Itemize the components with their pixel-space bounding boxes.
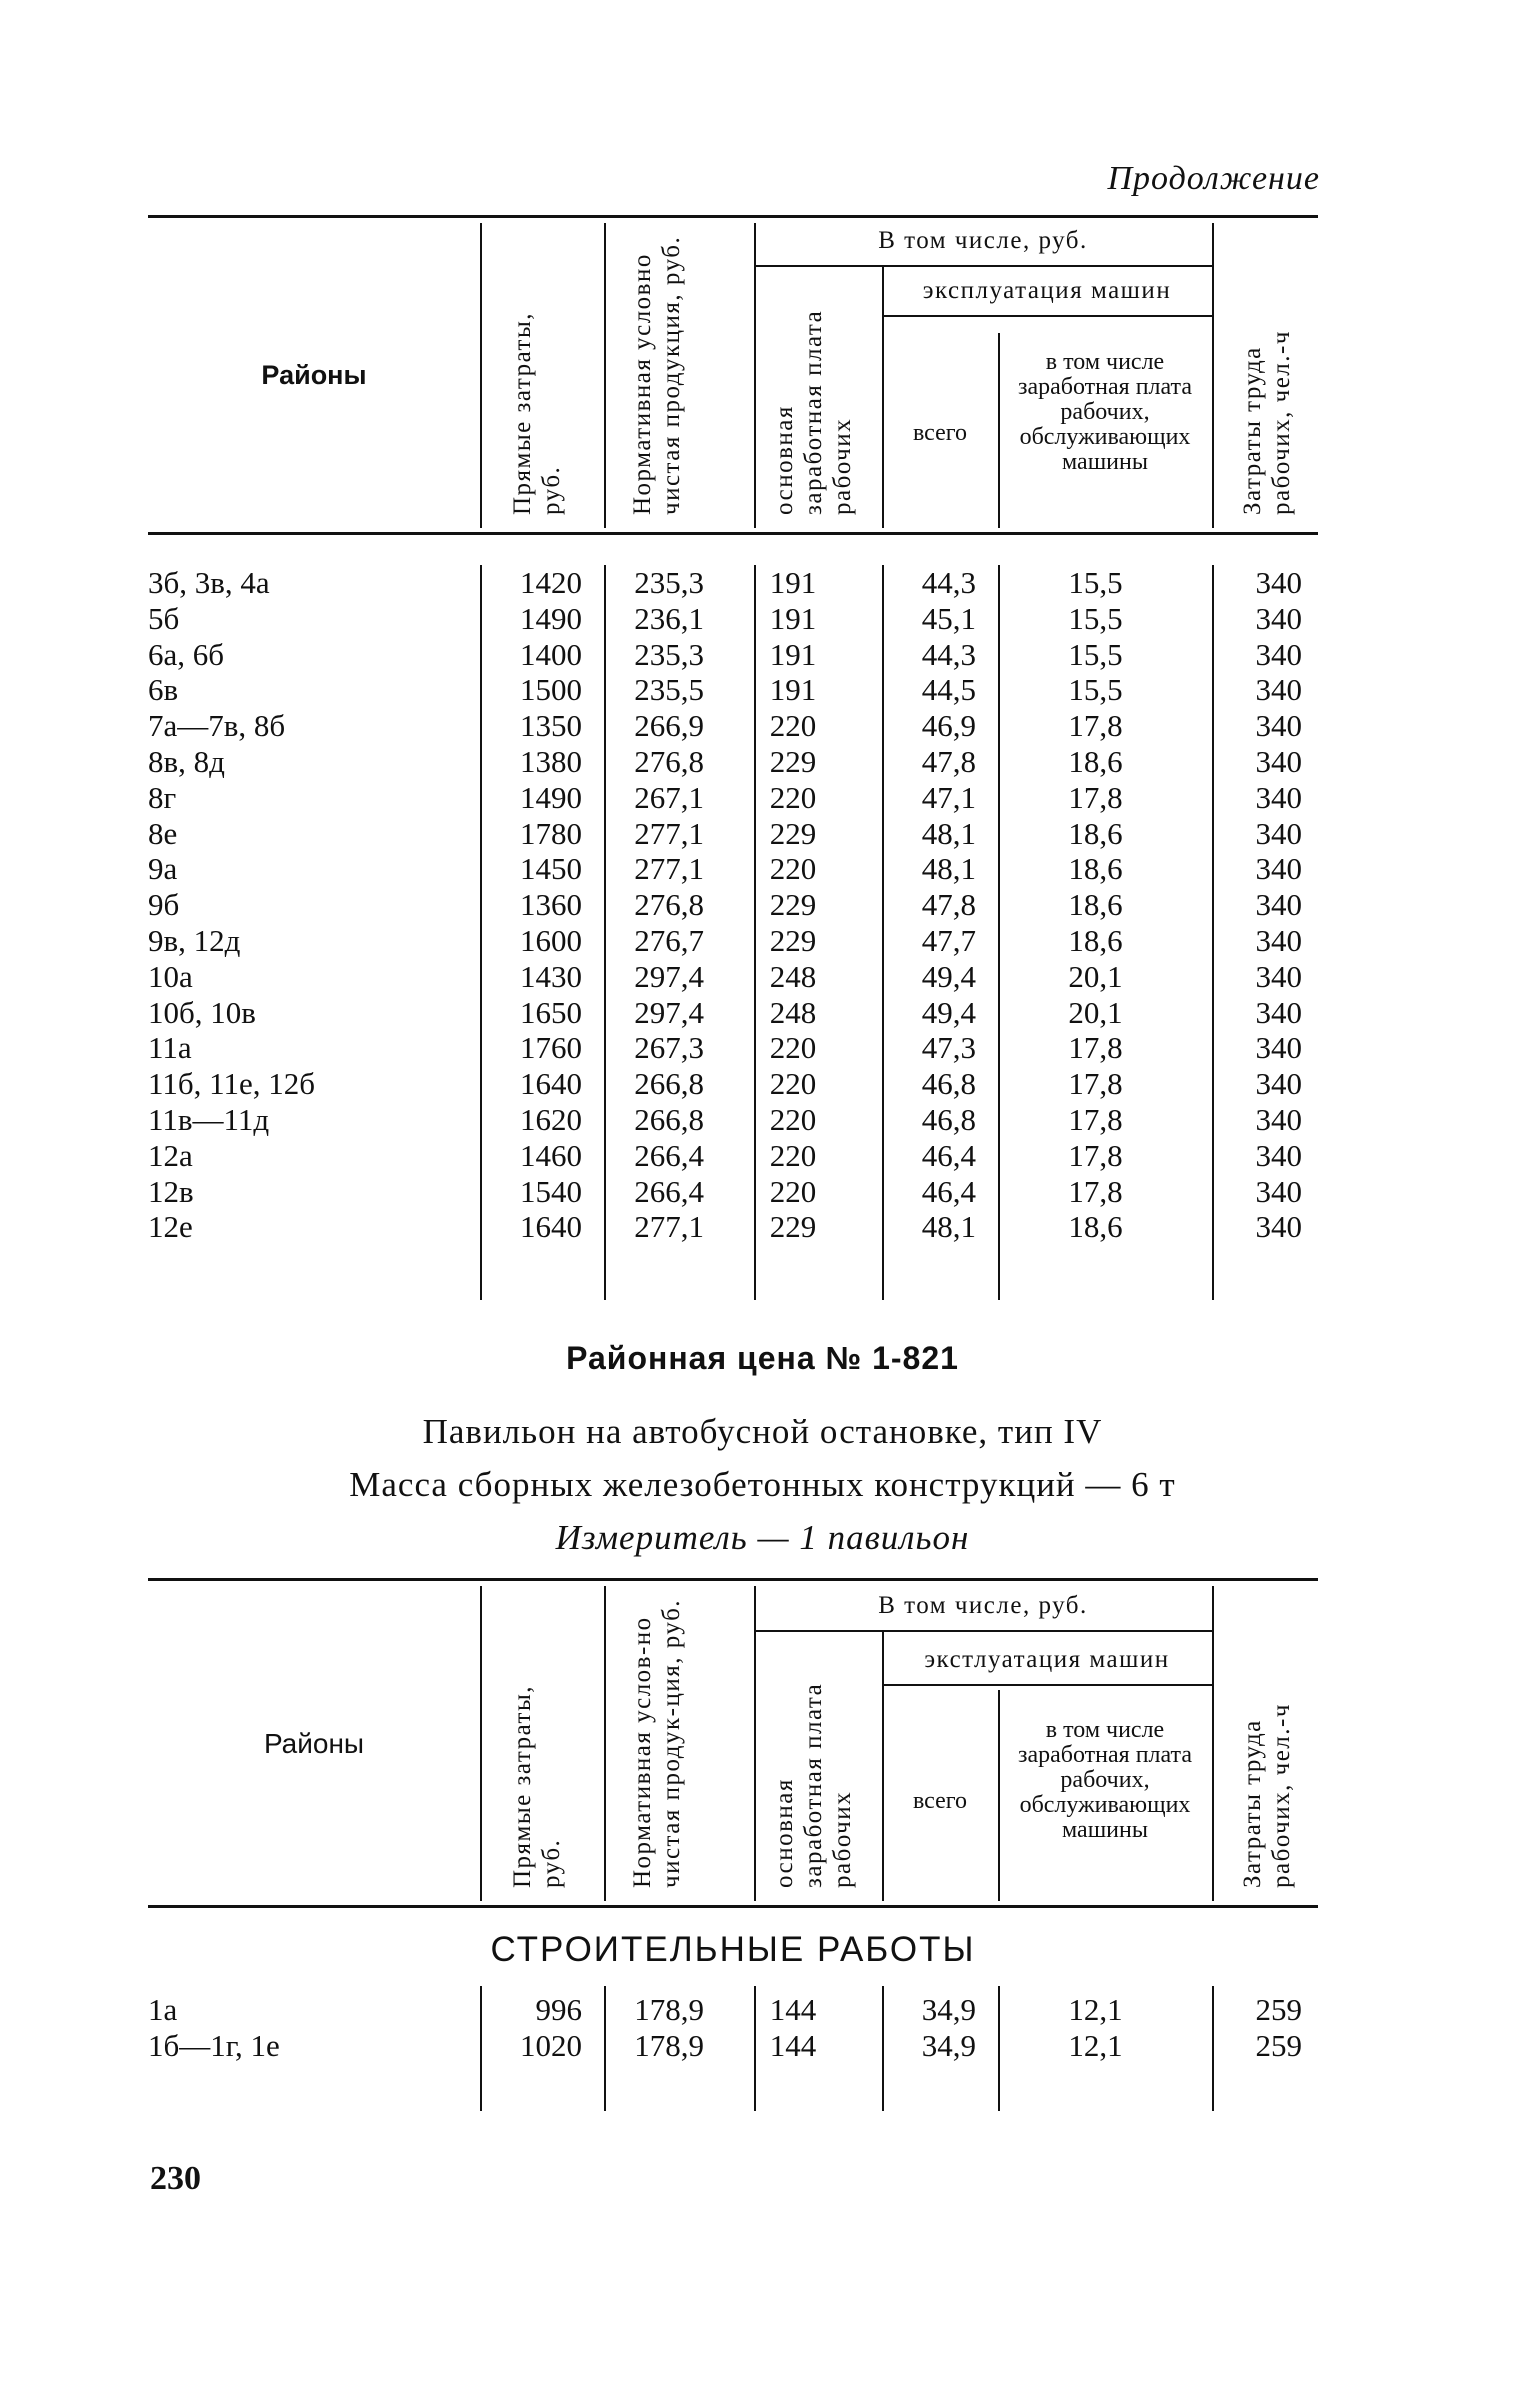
cell-base-wage: 220 — [769, 1173, 817, 1209]
table-row — [148, 816, 1318, 852]
cell-normative: 277,1 — [634, 815, 704, 851]
cell-machine-total: 34,9 — [921, 1992, 976, 2027]
cell-direct-costs: 1350 — [520, 708, 582, 744]
table-row — [148, 672, 1318, 708]
cell-direct-costs: 1460 — [520, 1137, 582, 1173]
cell-machine-wage: 15,5 — [1068, 565, 1123, 600]
header-labor-2: Затраты труда рабочих, чел.-ч — [1239, 1703, 1295, 1888]
cell-machine-wage: 18,6 — [1068, 815, 1123, 851]
header-incl-group-2: В том числе, руб. — [878, 1592, 1088, 1619]
header-normative: Нормативная условно чистая продукция, руб. — [629, 235, 685, 515]
cell-labor: 340 — [1255, 887, 1302, 923]
header-machine-op-2: экстлуатация машин — [924, 1646, 1170, 1673]
cell-normative: 267,1 — [634, 779, 704, 815]
cell-region: 8в, 8д — [148, 743, 225, 779]
table-row — [148, 2028, 1318, 2064]
cell-normative: 266,8 — [634, 1066, 704, 1102]
cell-region: 10б, 10в — [148, 994, 256, 1030]
continuation-label: Продолжение — [1107, 160, 1320, 197]
header-direct-costs: Прямые затраты, руб. — [509, 312, 565, 515]
cell-normative: 277,1 — [634, 851, 704, 887]
cell-direct-costs: 1360 — [520, 887, 582, 923]
cell-region: 3б, 3в, 4а — [148, 565, 270, 600]
cell-base-wage: 220 — [769, 708, 817, 744]
cell-machine-wage: 17,8 — [1068, 1101, 1123, 1137]
cell-labor: 259 — [1255, 2027, 1302, 2063]
header-incl-wage: в том числе заработная плата рабочих, обслуживающих машины — [1018, 349, 1192, 475]
cell-direct-costs: 1620 — [520, 1101, 582, 1137]
cell-machine-total: 47,3 — [921, 1030, 976, 1066]
table-row — [148, 923, 1318, 959]
cell-machine-total: 48,1 — [921, 851, 976, 887]
cell-direct-costs: 1490 — [520, 779, 582, 815]
cell-region: 7а—7в, 8б — [148, 708, 286, 744]
cell-base-wage: 229 — [769, 922, 817, 958]
table-row — [148, 744, 1318, 780]
table-row — [148, 708, 1318, 744]
cell-region: 8е — [148, 815, 178, 851]
header-normative-2: Нормативная услов-но чистая продук-ция, руб. — [629, 1598, 685, 1888]
table-row — [148, 565, 1318, 601]
cell-machine-wage: 18,6 — [1068, 743, 1123, 779]
cell-machine-total: 46,8 — [921, 1066, 976, 1102]
cell-machine-total: 46,8 — [921, 1101, 976, 1137]
header-base-wage: основная заработная плата рабочих — [771, 309, 856, 515]
cell-base-wage: 220 — [769, 1101, 817, 1137]
table-row — [148, 1030, 1318, 1066]
cell-direct-costs: 1450 — [520, 851, 582, 887]
cell-labor: 340 — [1255, 1066, 1302, 1102]
cell-normative: 178,9 — [634, 1992, 704, 2027]
cell-machine-total: 48,1 — [921, 1209, 976, 1245]
measure-line: Измеритель — 1 павильон — [555, 1518, 970, 1557]
cell-direct-costs: 1650 — [520, 994, 582, 1030]
cell-direct-costs: 1420 — [520, 565, 582, 600]
cell-labor: 340 — [1255, 600, 1302, 636]
table-row — [148, 601, 1318, 637]
cell-direct-costs: 1780 — [520, 815, 582, 851]
price-title: Районная цена № 1-821 — [566, 1340, 959, 1376]
cell-machine-total: 47,1 — [921, 779, 976, 815]
cell-region: 1а — [148, 1992, 178, 2027]
table-1-header — [148, 215, 1318, 535]
cell-direct-costs: 1640 — [520, 1066, 582, 1102]
table-row — [148, 1138, 1318, 1174]
table-row — [148, 780, 1318, 816]
cell-direct-costs: 1400 — [520, 636, 582, 672]
cell-machine-total: 47,8 — [921, 743, 976, 779]
cell-direct-costs: 1500 — [520, 672, 582, 708]
cell-normative: 266,9 — [634, 708, 704, 744]
cell-machine-wage: 18,6 — [1068, 887, 1123, 923]
header-incl-group: В том числе, руб. — [878, 227, 1088, 254]
cell-base-wage: 229 — [769, 887, 817, 923]
header-machine-op: эксплуатация машин — [922, 277, 1172, 304]
mass-line: Масса сборных железобетонных конструкций — 6 т — [349, 1465, 1176, 1504]
cell-labor: 340 — [1255, 1101, 1302, 1137]
cell-direct-costs: 1380 — [520, 743, 582, 779]
cell-region: 6а, 6б — [148, 636, 225, 672]
header-total-2: всего — [912, 1788, 968, 1814]
cell-normative: 297,4 — [634, 994, 704, 1030]
cell-machine-total: 44,3 — [921, 636, 976, 672]
cell-machine-wage: 17,8 — [1068, 1137, 1123, 1173]
cell-base-wage: 220 — [769, 1030, 817, 1066]
cell-base-wage: 229 — [769, 1209, 817, 1245]
header-base-wage-2: основная заработная плата рабочих — [771, 1682, 856, 1888]
cell-direct-costs: 1020 — [520, 2027, 582, 2063]
cell-base-wage: 191 — [769, 600, 817, 636]
cell-machine-total: 46,4 — [921, 1137, 976, 1173]
cell-direct-costs: 1600 — [520, 922, 582, 958]
cell-machine-wage: 15,5 — [1068, 600, 1123, 636]
cell-machine-wage: 15,5 — [1068, 672, 1123, 708]
cell-labor: 340 — [1255, 815, 1302, 851]
cell-normative: 235,5 — [634, 672, 704, 708]
cell-region: 5б — [148, 600, 180, 636]
cell-direct-costs: 996 — [535, 1992, 582, 2027]
cell-normative: 276,7 — [634, 922, 704, 958]
cell-machine-total: 47,8 — [921, 887, 976, 923]
cell-region: 9б — [148, 887, 180, 923]
cell-labor: 340 — [1255, 851, 1302, 887]
cell-labor: 340 — [1255, 1209, 1302, 1245]
cell-region: 1б—1г, 1е — [148, 2027, 280, 2063]
cell-labor: 340 — [1255, 636, 1302, 672]
header-region: Районы — [261, 360, 367, 390]
table-row — [148, 1174, 1318, 1210]
cell-machine-total: 34,9 — [921, 2027, 976, 2063]
cell-base-wage: 220 — [769, 779, 817, 815]
table-2-header — [148, 1578, 1318, 1908]
cell-machine-total: 45,1 — [921, 600, 976, 636]
cell-normative: 267,3 — [634, 1030, 704, 1066]
cell-labor: 340 — [1255, 565, 1302, 600]
cell-machine-total: 46,9 — [921, 708, 976, 744]
cell-region: 12е — [148, 1209, 193, 1245]
cell-direct-costs: 1430 — [520, 958, 582, 994]
cell-base-wage: 191 — [769, 636, 817, 672]
cell-machine-wage: 12,1 — [1068, 1992, 1123, 2027]
cell-normative: 236,1 — [634, 600, 704, 636]
cell-normative: 178,9 — [634, 2027, 704, 2063]
cell-machine-wage: 17,8 — [1068, 779, 1123, 815]
header-region-2: Районы — [263, 1728, 365, 1759]
cell-region: 9в, 12д — [148, 922, 241, 958]
table-1 — [148, 215, 1318, 1245]
cell-direct-costs: 1760 — [520, 1030, 582, 1066]
cell-region: 10а — [148, 958, 193, 994]
table-1-body — [148, 565, 1318, 1245]
cell-normative: 277,1 — [634, 1209, 704, 1245]
cell-labor: 340 — [1255, 1137, 1302, 1173]
cell-machine-wage: 17,8 — [1068, 1173, 1123, 1209]
cell-labor: 340 — [1255, 994, 1302, 1030]
cell-normative: 266,4 — [634, 1137, 704, 1173]
table-row — [148, 887, 1318, 923]
table-row — [148, 637, 1318, 673]
cell-machine-wage: 17,8 — [1068, 708, 1123, 744]
cell-machine-total: 44,5 — [921, 672, 976, 708]
subsection-title: СТРОИТЕЛЬНЫЕ РАБОТЫ — [490, 1930, 976, 1969]
header-labor: Затраты труда рабочих, чел.-ч — [1239, 330, 1295, 515]
cell-base-wage: 229 — [769, 743, 817, 779]
table-row — [148, 1066, 1318, 1102]
cell-base-wage: 229 — [769, 815, 817, 851]
cell-machine-total: 46,4 — [921, 1173, 976, 1209]
object-title: Павильон на автобусной остановке, тип IV — [422, 1412, 1103, 1451]
cell-normative: 235,3 — [634, 565, 704, 600]
table-2 — [148, 1578, 1318, 2064]
cell-labor: 340 — [1255, 1173, 1302, 1209]
cell-labor: 340 — [1255, 922, 1302, 958]
cell-base-wage: 191 — [769, 672, 817, 708]
table-row — [148, 851, 1318, 887]
cell-normative: 266,8 — [634, 1101, 704, 1137]
page-number: 230 — [150, 2160, 201, 2197]
cell-base-wage: 220 — [769, 851, 817, 887]
cell-direct-costs: 1540 — [520, 1173, 582, 1209]
header-total: всего — [912, 420, 968, 446]
table-2-rows — [148, 1992, 1318, 2064]
cell-machine-total: 44,3 — [921, 565, 976, 600]
cell-machine-wage: 20,1 — [1068, 958, 1123, 994]
cell-machine-wage: 20,1 — [1068, 994, 1123, 1030]
cell-labor: 340 — [1255, 958, 1302, 994]
cell-base-wage: 248 — [769, 994, 817, 1030]
header-direct-costs-2: Прямые затраты, руб. — [509, 1685, 565, 1888]
cell-region: 11б, 11е, 12б — [148, 1066, 316, 1102]
cell-labor: 340 — [1255, 708, 1302, 744]
cell-direct-costs: 1490 — [520, 600, 582, 636]
table-row — [148, 1102, 1318, 1138]
cell-region: 8г — [148, 779, 177, 815]
cell-base-wage: 191 — [769, 565, 817, 600]
cell-region: 6в — [148, 672, 179, 708]
cell-region: 12а — [148, 1137, 193, 1173]
cell-normative: 276,8 — [634, 887, 704, 923]
cell-machine-wage: 17,8 — [1068, 1030, 1123, 1066]
cell-region: 11а — [148, 1030, 192, 1066]
cell-machine-wage: 18,6 — [1068, 922, 1123, 958]
cell-labor: 340 — [1255, 743, 1302, 779]
cell-labor: 340 — [1255, 779, 1302, 815]
cell-region: 9а — [148, 851, 178, 887]
cell-base-wage: 144 — [769, 2027, 817, 2063]
cell-labor: 340 — [1255, 672, 1302, 708]
cell-machine-total: 48,1 — [921, 815, 976, 851]
table-row — [148, 995, 1318, 1031]
cell-base-wage: 220 — [769, 1066, 817, 1102]
cell-direct-costs: 1640 — [520, 1209, 582, 1245]
table-2-body — [148, 1992, 1318, 2064]
cell-region: 11в—11д — [148, 1101, 270, 1137]
table-row — [148, 1209, 1318, 1245]
cell-normative: 297,4 — [634, 958, 704, 994]
cell-base-wage: 248 — [769, 958, 817, 994]
cell-labor: 340 — [1255, 1030, 1302, 1066]
cell-base-wage: 220 — [769, 1137, 817, 1173]
cell-normative: 235,3 — [634, 636, 704, 672]
cell-machine-wage: 18,6 — [1068, 851, 1123, 887]
cell-region: 12в — [148, 1173, 194, 1209]
header-incl-wage-2: в том числе заработная плата рабочих, обслуживающих машины — [1018, 1717, 1192, 1843]
cell-base-wage: 144 — [769, 1992, 817, 2027]
table-1-rows — [148, 565, 1318, 1245]
table-row — [148, 1992, 1318, 2028]
cell-machine-wage: 18,6 — [1068, 1209, 1123, 1245]
cell-machine-total: 49,4 — [921, 994, 976, 1030]
cell-normative: 266,4 — [634, 1173, 704, 1209]
cell-machine-total: 47,7 — [921, 922, 976, 958]
cell-machine-total: 49,4 — [921, 958, 976, 994]
cell-labor: 259 — [1255, 1992, 1302, 2027]
cell-machine-wage: 12,1 — [1068, 2027, 1123, 2063]
cell-machine-wage: 15,5 — [1068, 636, 1123, 672]
cell-machine-wage: 17,8 — [1068, 1066, 1123, 1102]
cell-normative: 276,8 — [634, 743, 704, 779]
table-row — [148, 959, 1318, 995]
